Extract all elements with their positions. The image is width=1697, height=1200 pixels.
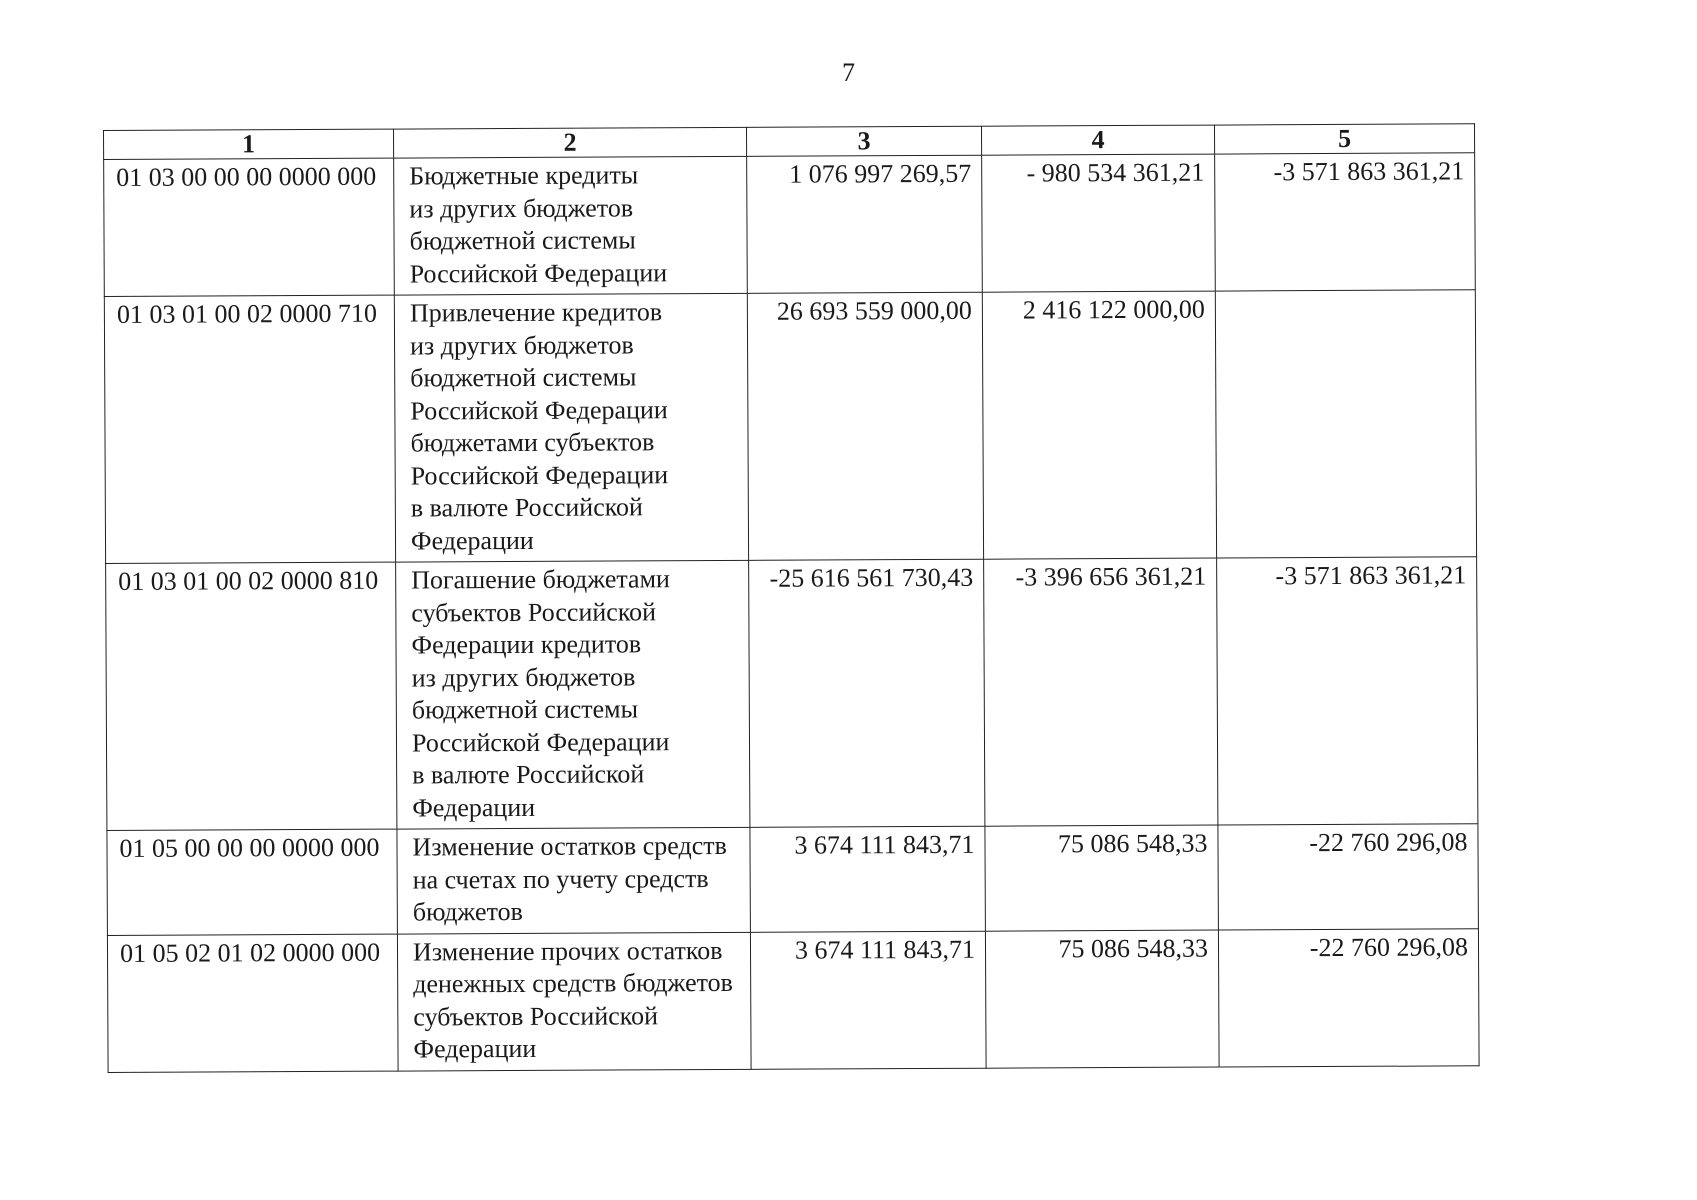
table-row xyxy=(107,824,1478,935)
name-line: Федерации xyxy=(410,525,534,555)
name-line: Федерации кредитов xyxy=(411,629,642,660)
code-cell: 01 05 02 01 02 0000 000 xyxy=(107,934,398,1072)
header-cell-4: 4 xyxy=(981,125,1214,155)
code-cell: 01 03 00 00 00 0000 000 xyxy=(104,158,395,296)
amount-cell-4: 75 086 548,33 xyxy=(985,930,1219,1068)
table-row xyxy=(106,557,1478,831)
table-row xyxy=(104,153,1476,297)
amount-cell-4: 2 416 122 000,00 xyxy=(982,291,1216,559)
name-cell xyxy=(397,932,751,1071)
name-line: Российской Федерации xyxy=(409,257,668,289)
name-line: бюджетами субъектов xyxy=(410,427,655,458)
amount-cell-5: -3 571 863 361,21 xyxy=(1215,153,1476,291)
code-cell: 01 05 00 00 00 0000 000 xyxy=(107,829,398,935)
table-row xyxy=(104,290,1476,564)
name-cell xyxy=(396,560,750,829)
header-cell-3: 3 xyxy=(746,126,981,156)
amount-cell-3: -25 616 561 730,43 xyxy=(749,559,985,827)
page-number: 7 xyxy=(842,58,855,87)
name-line: Федерации xyxy=(413,1033,537,1064)
name-cell xyxy=(394,293,748,562)
name-line: из других бюджетов xyxy=(409,329,634,361)
amount-cell-3: 3 674 111 843,71 xyxy=(750,826,986,932)
amount-cell-3: 26 693 559 000,00 xyxy=(747,292,983,560)
header-cell-2: 2 xyxy=(393,127,746,158)
name-line: субъектов Российской xyxy=(411,596,657,627)
name-line: бюджетов xyxy=(412,896,523,927)
name-cell xyxy=(394,156,748,295)
name-line: денежных средств бюджетов xyxy=(413,967,733,999)
amount-cell-3: 1 076 997 269,57 xyxy=(747,155,983,293)
header-cell-1: 1 xyxy=(104,129,394,159)
amount-cell-5 xyxy=(1215,290,1476,558)
name-line: Изменение остатков средств xyxy=(412,830,727,862)
name-line: из других бюджетов xyxy=(411,661,636,692)
name-line: из других бюджетов xyxy=(409,192,634,224)
name-line: Погашение бюджетами xyxy=(411,564,670,595)
amount-cell-4: 75 086 548,33 xyxy=(985,825,1219,931)
name-line: в валюте Российской xyxy=(412,759,645,790)
amount-cell-5: -22 760 296,08 xyxy=(1218,928,1479,1066)
name-line: Привлечение кредитов xyxy=(409,297,663,328)
name-line: бюджетной системы xyxy=(411,694,639,725)
name-line: бюджетной системы xyxy=(410,362,637,393)
name-line: Изменение прочих остатков xyxy=(412,935,723,966)
budget-table-container xyxy=(103,123,1480,1072)
name-line: субъектов Российской xyxy=(413,1000,659,1031)
name-line: бюджетной системы xyxy=(409,225,636,256)
name-line: Российской Федерации xyxy=(410,459,669,491)
amount-cell-4: -3 396 656 361,21 xyxy=(984,558,1218,826)
code-cell: 01 03 01 00 02 0000 810 xyxy=(106,562,397,830)
name-line: на счетах по учету средств xyxy=(412,863,709,894)
code-cell: 01 03 01 00 02 0000 710 xyxy=(104,295,395,563)
amount-cell-4: - 980 534 361,21 xyxy=(982,154,1216,292)
amount-cell-5: -3 571 863 361,21 xyxy=(1217,557,1478,825)
name-line: Федерации xyxy=(412,792,536,822)
amount-cell-5: -22 760 296,08 xyxy=(1218,824,1479,930)
amount-cell-3: 3 674 111 843,71 xyxy=(750,931,986,1069)
name-line: Российской Федерации xyxy=(411,726,670,757)
budget-table xyxy=(103,123,1480,1072)
table-row xyxy=(107,928,1479,1072)
name-line: в валюте Российской xyxy=(410,492,643,523)
name-line: Бюджетные кредиты xyxy=(409,160,639,191)
header-cell-5: 5 xyxy=(1214,124,1474,154)
name-cell xyxy=(397,827,751,933)
name-line: Российской Федерации xyxy=(410,394,668,426)
